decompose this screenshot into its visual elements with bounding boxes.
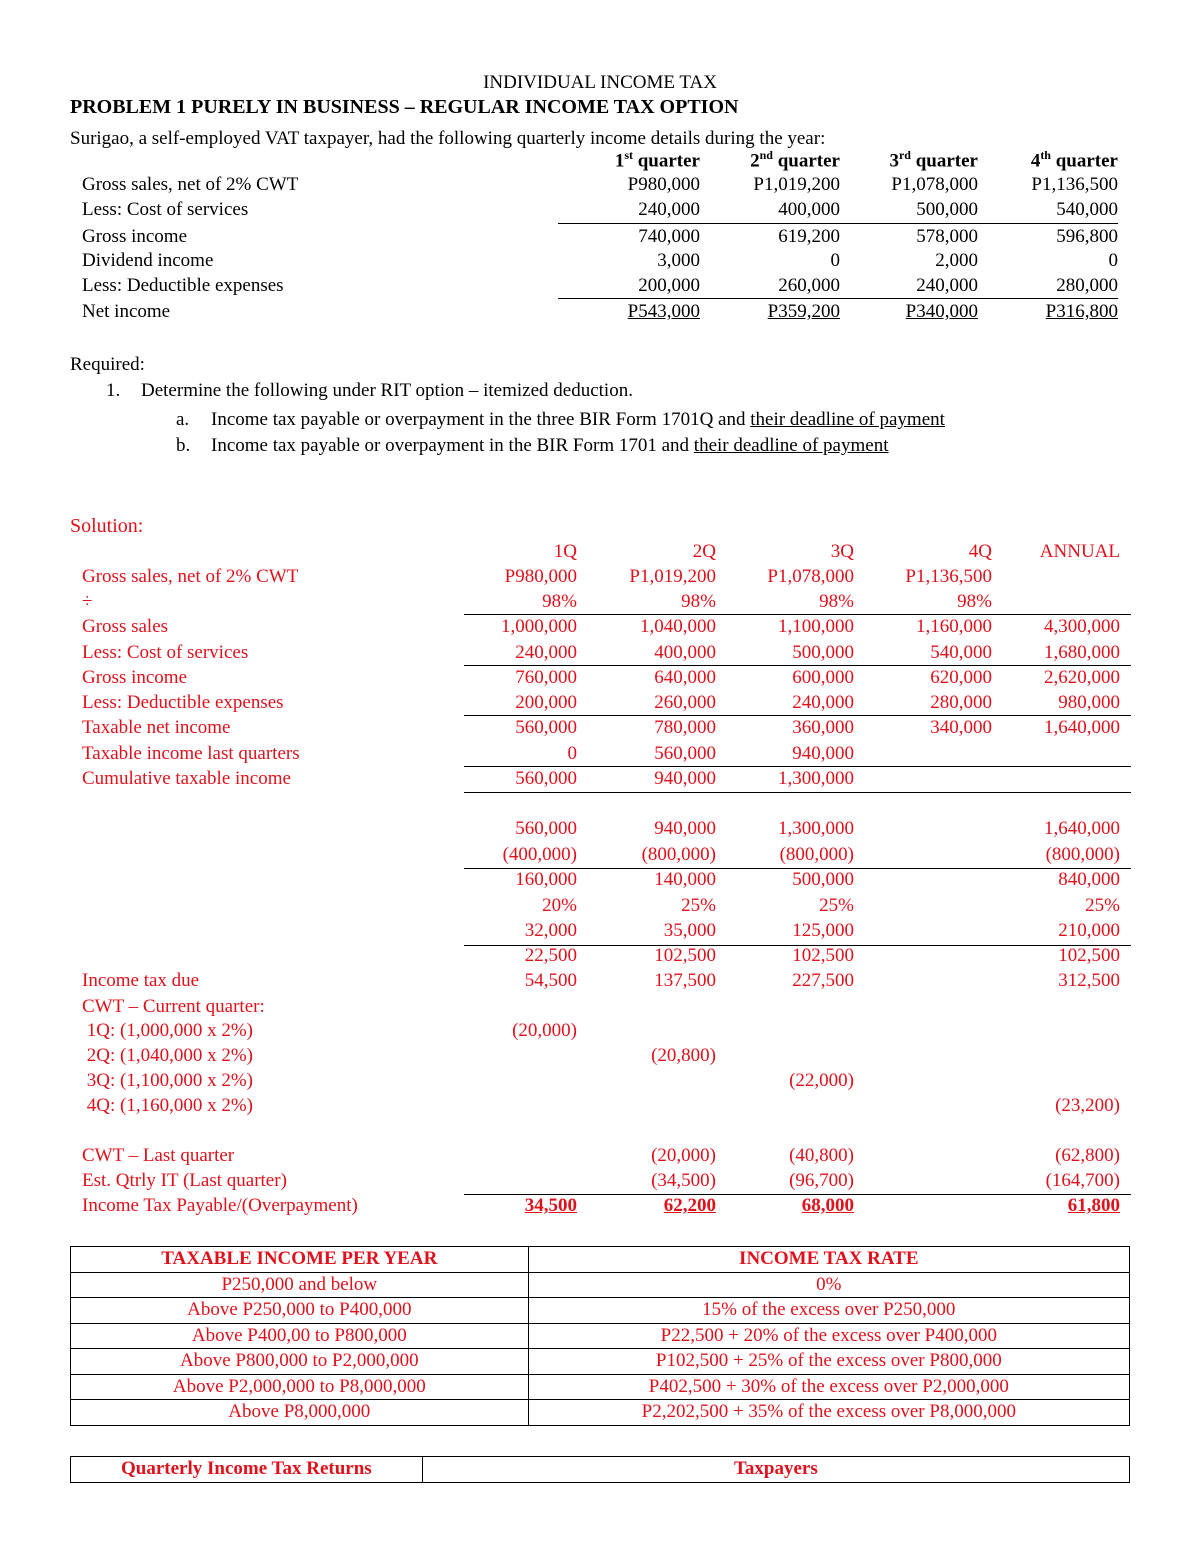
solution-cell: P980,000 — [504, 566, 577, 587]
problem-row-label: Gross sales, net of 2% CWT — [82, 174, 299, 195]
solution-heading: Solution: — [70, 515, 144, 537]
solution-row-label: Cumulative taxable income — [82, 768, 291, 789]
solution-cell: 61,800 — [1067, 1195, 1120, 1216]
solution-cell: 98% — [681, 591, 716, 612]
solution-row-label: Est. Qtrly IT (Last quarter) — [82, 1170, 287, 1191]
solution-cell: 760,000 — [515, 667, 577, 688]
solution-column-header: 1Q — [553, 541, 577, 562]
problem-row-label: Net income — [82, 301, 171, 322]
solution-row-label: 1Q: (1,000,000 x 2%) — [82, 1020, 253, 1041]
solution-row-label: Gross sales — [82, 616, 169, 637]
quarter-header-3 — [830, 148, 978, 172]
quarter-header-1 — [552, 148, 700, 172]
rule-line — [464, 766, 1131, 767]
rate-row — [71, 1400, 1130, 1426]
problem-cell: 540,000 — [1056, 199, 1118, 220]
rate-row — [71, 1272, 1130, 1298]
quarter-word: quarter — [1050, 150, 1118, 172]
solution-cell: 1,160,000 — [916, 616, 992, 637]
required-item-a — [211, 409, 945, 431]
problem-cell: P1,136,500 — [1031, 174, 1118, 195]
income-bracket-cell: Above P8,000,000 — [71, 1400, 529, 1426]
solution-cell: 780,000 — [654, 717, 716, 738]
solution-cell: 1,640,000 — [1044, 818, 1120, 839]
problem-cell: 400,000 — [778, 199, 840, 220]
problem-cell: P1,019,200 — [753, 174, 840, 195]
problem-cell: 260,000 — [778, 275, 840, 296]
rule-line — [464, 614, 1131, 615]
solution-cell: 0 — [567, 743, 577, 764]
quarter-suffix: nd — [759, 148, 773, 162]
tax-rate-cell: 0% — [528, 1272, 1129, 1298]
problem-cell: 500,000 — [916, 199, 978, 220]
solution-cell: 102,500 — [1058, 945, 1120, 966]
solution-cell: 35,000 — [663, 920, 716, 941]
solution-cell: 102,500 — [792, 945, 854, 966]
quarterly-returns-table — [70, 1456, 1130, 1483]
problem-cell: P1,078,000 — [891, 174, 978, 195]
solution-cell: 22,500 — [524, 945, 577, 966]
solution-cell: 25% — [819, 895, 854, 916]
problem-cell: 240,000 — [638, 199, 700, 220]
solution-cell: (22,000) — [789, 1070, 854, 1091]
solution-cell: 1,040,000 — [640, 616, 716, 637]
quarter-number: 4 — [1030, 150, 1041, 172]
solution-cell: 125,000 — [792, 920, 854, 941]
required-item-a-underlined: their deadline of payment — [750, 409, 945, 430]
solution-cell: 68,000 — [801, 1195, 854, 1216]
solution-cell: 1,640,000 — [1044, 717, 1120, 738]
problem-row-label: Dividend income — [82, 250, 214, 271]
solution-cell: 620,000 — [930, 667, 992, 688]
tax-rate-cell: P102,500 + 25% of the excess over P800,000 — [528, 1349, 1129, 1375]
rule-line — [464, 665, 1131, 666]
solution-cell: 137,500 — [654, 970, 716, 991]
solution-cell: 840,000 — [1058, 869, 1120, 890]
solution-cell: 400,000 — [654, 642, 716, 663]
solution-cell: 210,000 — [1058, 920, 1120, 941]
solution-row-label: CWT – Last quarter — [82, 1145, 235, 1166]
solution-cell: 940,000 — [654, 818, 716, 839]
solution-column-header: 4Q — [968, 541, 992, 562]
solution-cell: 340,000 — [930, 717, 992, 738]
solution-cell: (400,000) — [502, 844, 577, 865]
required-item-b-letter: b. — [176, 435, 191, 456]
problem-cell: 240,000 — [916, 275, 978, 296]
problem-cell: 740,000 — [638, 226, 700, 247]
tax-rate-cell: P22,500 + 20% of the excess over P400,000 — [528, 1323, 1129, 1349]
solution-row-label: 3Q: (1,100,000 x 2%) — [82, 1070, 253, 1091]
solution-cell: (96,700) — [789, 1170, 854, 1191]
problem-cell: P316,800 — [1045, 301, 1118, 322]
solution-cell: 1,100,000 — [778, 616, 854, 637]
problem-cell: P359,200 — [767, 301, 840, 322]
solution-cell: 280,000 — [930, 692, 992, 713]
solution-row-label: Less: Deductible expenses — [82, 692, 284, 713]
income-bracket-cell: Above P400,00 to P800,000 — [71, 1323, 529, 1349]
solution-cell: 940,000 — [654, 768, 716, 789]
quarter-header-4 — [970, 148, 1118, 172]
solution-cell: 640,000 — [654, 667, 716, 688]
rule-line — [464, 1194, 1131, 1195]
document-title: INDIVIDUAL INCOME TAX — [483, 72, 717, 93]
quarter-word: quarter — [772, 150, 840, 172]
tax-rate-cell: P2,202,500 + 35% of the excess over P8,000,000 — [528, 1400, 1129, 1426]
problem-cell: 0 — [1108, 250, 1118, 271]
problem-row-label: Less: Cost of services — [82, 199, 249, 220]
quarterly-returns-header: Quarterly Income Tax Returns — [71, 1457, 423, 1483]
solution-cell: 2,620,000 — [1044, 667, 1120, 688]
tax-rate-cell: P402,500 + 30% of the excess over P2,000,000 — [528, 1374, 1129, 1400]
solution-cell: 560,000 — [515, 717, 577, 738]
solution-cell: 4,300,000 — [1044, 616, 1120, 637]
problem-cell: 3,000 — [657, 250, 700, 271]
solution-row-label: Taxable income last quarters — [82, 743, 300, 764]
solution-cell: 102,500 — [654, 945, 716, 966]
solution-cell: 560,000 — [515, 768, 577, 789]
solution-row-label: 4Q: (1,160,000 x 2%) — [82, 1095, 253, 1116]
solution-cell: (40,800) — [789, 1145, 854, 1166]
solution-column-header: 2Q — [692, 541, 716, 562]
solution-cell: (800,000) — [779, 844, 854, 865]
solution-row-label: Income tax due — [82, 970, 200, 991]
rule-line — [464, 792, 1131, 793]
rate-row — [71, 1323, 1130, 1349]
tax-rate-table — [70, 1246, 1130, 1426]
taxpayers-header: Taxpayers — [422, 1457, 1129, 1483]
solution-cell: 160,000 — [515, 869, 577, 890]
problem-row-label: Less: Deductible expenses — [82, 275, 284, 296]
solution-row-label: Gross income — [82, 667, 188, 688]
solution-cell: 312,500 — [1058, 970, 1120, 991]
solution-cell: 62,200 — [663, 1195, 716, 1216]
solution-cell: 98% — [542, 591, 577, 612]
solution-cell: 25% — [1085, 895, 1120, 916]
solution-cell: 32,000 — [524, 920, 577, 941]
solution-cell: 540,000 — [930, 642, 992, 663]
solution-cell: (800,000) — [641, 844, 716, 865]
solution-column-header: 3Q — [830, 541, 854, 562]
solution-cell: 240,000 — [792, 692, 854, 713]
problem-intro: Surigao, a self-employed VAT taxpayer, had the following quarterly income details during the year: — [70, 128, 826, 149]
income-bracket-cell: Above P2,000,000 to P8,000,000 — [71, 1374, 529, 1400]
income-bracket-cell: Above P250,000 to P400,000 — [71, 1298, 529, 1324]
problem-cell: P340,000 — [905, 301, 978, 322]
problem-row-label: Gross income — [82, 226, 188, 247]
rule-line — [464, 945, 1131, 946]
rate-row — [71, 1298, 1130, 1324]
solution-cell: 25% — [681, 895, 716, 916]
rate-row — [71, 1349, 1130, 1375]
problem-cell: 200,000 — [638, 275, 700, 296]
solution-cell: 1,300,000 — [778, 768, 854, 789]
solution-cell: P1,136,500 — [905, 566, 992, 587]
solution-cell: 227,500 — [792, 970, 854, 991]
solution-cell: P1,019,200 — [629, 566, 716, 587]
required-item-a-text: Income tax payable or overpayment in the three BIR Form 1701Q and — [211, 409, 751, 430]
solution-row-label: Income Tax Payable/(Overpayment) — [82, 1195, 358, 1216]
solution-cell: (34,500) — [651, 1170, 716, 1191]
solution-cell: 20% — [542, 895, 577, 916]
solution-cell: 500,000 — [792, 642, 854, 663]
solution-row-label: 2Q: (1,040,000 x 2%) — [82, 1045, 253, 1066]
solution-cell: (62,800) — [1055, 1145, 1120, 1166]
solution-cell: (164,700) — [1045, 1170, 1120, 1191]
quarter-number: 1 — [614, 150, 625, 172]
required-item-b-text: Income tax payable or overpayment in the BIR Form 1701 and — [211, 435, 694, 456]
tax-rate-cell: 15% of the excess over P250,000 — [528, 1298, 1129, 1324]
income-bracket-cell: P250,000 and below — [71, 1272, 529, 1298]
solution-cell: 500,000 — [792, 869, 854, 890]
quarter-word: quarter — [632, 150, 700, 172]
rule-line — [558, 298, 1118, 299]
solution-row-label: CWT – Current quarter: — [82, 996, 265, 1017]
solution-cell: 360,000 — [792, 717, 854, 738]
problem-cell: 2,000 — [935, 250, 978, 271]
problem-cell: 0 — [830, 250, 840, 271]
solution-cell: 1,680,000 — [1044, 642, 1120, 663]
problem-cell: P980,000 — [627, 174, 700, 195]
rule-line — [464, 868, 1131, 869]
quarter-number: 2 — [750, 150, 760, 172]
required-item-a-letter: a. — [176, 409, 190, 430]
solution-cell: 98% — [957, 591, 992, 612]
solution-cell: 1,300,000 — [778, 818, 854, 839]
solution-cell: 98% — [819, 591, 854, 612]
quarter-header-2 — [692, 148, 840, 172]
problem-title: PROBLEM 1 PURELY IN BUSINESS – REGULAR INCOME TAX OPTION — [70, 96, 739, 118]
required-item-1: Determine the following under RIT option – itemized deduction. — [141, 380, 633, 401]
solution-cell: (20,000) — [651, 1145, 716, 1166]
quarter-suffix: rd — [898, 148, 911, 162]
solution-cell: 600,000 — [792, 667, 854, 688]
solution-row-label: Taxable net income — [82, 717, 231, 738]
income-bracket-cell: Above P800,000 to P2,000,000 — [71, 1349, 529, 1375]
solution-cell: (800,000) — [1045, 844, 1120, 865]
rule-line — [464, 715, 1131, 716]
solution-cell: 54,500 — [524, 970, 577, 991]
quarter-number: 3 — [889, 150, 899, 172]
quarter-word: quarter — [910, 150, 978, 172]
solution-cell: 140,000 — [654, 869, 716, 890]
problem-cell: 280,000 — [1056, 275, 1118, 296]
required-item-b — [211, 435, 888, 457]
problem-cell: P543,000 — [627, 301, 700, 322]
solution-cell: 560,000 — [515, 818, 577, 839]
problem-cell: 578,000 — [916, 226, 978, 247]
quarter-suffix: st — [624, 148, 633, 162]
solution-cell: 980,000 — [1058, 692, 1120, 713]
solution-column-header: ANNUAL — [1039, 541, 1120, 562]
solution-row-label: Less: Cost of services — [82, 642, 249, 663]
solution-cell: 260,000 — [654, 692, 716, 713]
rate-row — [71, 1374, 1130, 1400]
solution-cell: 560,000 — [654, 743, 716, 764]
required-item-1-number: 1. — [106, 380, 121, 401]
taxable-income-header: TAXABLE INCOME PER YEAR — [71, 1247, 529, 1273]
rule-line — [558, 223, 1118, 224]
solution-cell: 34,500 — [524, 1195, 577, 1216]
solution-cell: 940,000 — [792, 743, 854, 764]
solution-cell: (23,200) — [1055, 1095, 1120, 1116]
solution-cell: (20,800) — [651, 1045, 716, 1066]
required-heading: Required: — [70, 354, 145, 375]
solution-cell: P1,078,000 — [767, 566, 854, 587]
solution-row-label: ÷ — [82, 591, 93, 612]
solution-cell: 200,000 — [515, 692, 577, 713]
problem-cell: 596,800 — [1056, 226, 1118, 247]
required-item-b-underlined: their deadline of payment — [693, 435, 889, 456]
solution-cell: 240,000 — [515, 642, 577, 663]
quarter-suffix: th — [1040, 148, 1051, 162]
solution-cell: (20,000) — [512, 1020, 577, 1041]
problem-cell: 619,200 — [778, 226, 840, 247]
rate-header-row — [71, 1247, 1130, 1273]
solution-row-label: Gross sales, net of 2% CWT — [82, 566, 299, 587]
income-tax-rate-header: INCOME TAX RATE — [528, 1247, 1129, 1273]
solution-cell: 1,000,000 — [501, 616, 577, 637]
